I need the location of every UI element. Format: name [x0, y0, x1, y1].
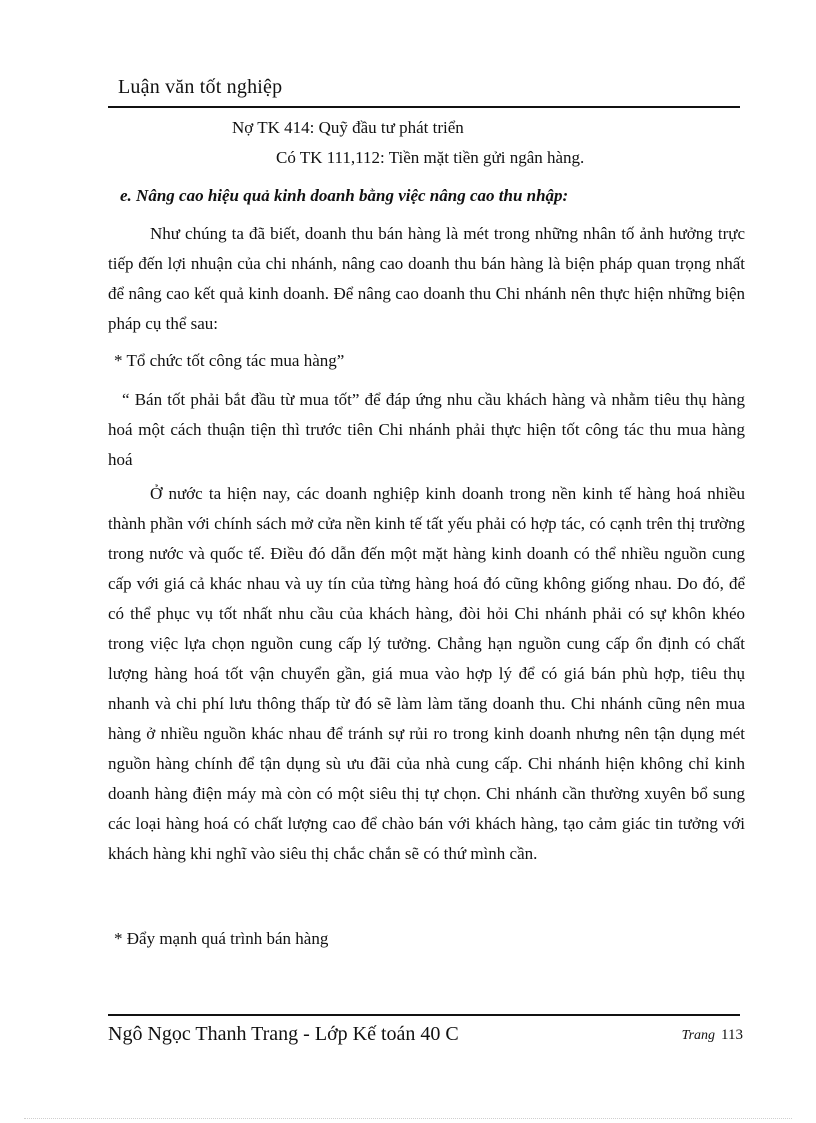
footer-author: Ngô Ngọc Thanh Trang - Lớp Kế toán 40 C: [108, 1023, 459, 1045]
page-number: [682, 1027, 743, 1044]
page-edge: [24, 1118, 792, 1119]
section-heading: e. Nâng cao hiệu quả kinh doanh bằng việc nâng cao thu nhập:: [120, 186, 569, 205]
document-header-title: Luận văn tốt nghiệp: [118, 76, 283, 98]
header-divider: [108, 106, 740, 108]
paragraph-revenue-intro: Như chúng ta đã biết, doanh thu bán hàng là mét trong những nhân tố ảnh hưởng trực tiếp đến lợi nhuận của chi nhánh, nâng cao doanh thu bán hàng là biện pháp quan trọng nhất để nâng cao kết quả kinh doanh. Để nâng cao doanh thu Chi nhánh nên thực hiện những biện pháp cụ thể sau:: [108, 224, 745, 333]
page-label: Trang: [681, 1028, 716, 1043]
journal-entry-credit: Có TK 111,112: Tiền mặt tiền gửi ngân hàng.: [276, 148, 585, 167]
paragraph-market-context: Ở nước ta hiện nay, các doanh nghiệp kinh doanh trong nền kinh tế hàng hoá nhiều thành phần với chính sách mở cửa nền kinh tế tất yếu phải có hợp tác, có cạnh trên thị trường trong nước và quốc tế. Điều đó dẫn đến một mặt hàng kinh doanh có thể nhiều nguồn cung cấp với giá cả khác nhau và uy tín của từng hàng hoá đó cũng không giống nhau. Do đó, để có thể phục vụ tốt nhất nhu cầu của khách hàng, đòi hỏi Chi nhánh phải có sự khôn khéo trong việc lựa chọn nguồn cung cấp lý tưởng. Chẳng hạn nguồn cung cấp ổn định có chất lượng hàng hoá tốt vận chuyển gần, giá mua vào hợp lý để có giá bán phù hợp, tiêu thụ nhanh và chi phí lưu thông thấp từ đó sẽ làm làm tăng doanh thu. Chi nhánh cũng nên mua hàng ở nhiều nguồn khác nhau để tránh sự rủi ro trong kinh doanh nhưng nên tận dụng mét nguồn hàng chính để tận dụng sù ưu đãi của nhà cung cấp. Chi nhánh hiện không chỉ kinh doanh hàng điện máy mà còn có một siêu thị tự chọn. Chi nhánh cần thường xuyên bổ sung các loại hàng hoá có chất lượng cao để chào bán với khách hàng, tạo cảm giác tin tưởng với khách hàng khi nghĩ vào siêu thị chắc chắn sẽ có thứ mình cần.: [108, 484, 745, 863]
bullet-sales-promotion: * Đẩy mạnh quá trình bán hàng: [114, 929, 329, 948]
page-number-value: 113: [721, 1027, 743, 1043]
bullet-purchasing: * Tổ chức tốt công tác mua hàng”: [114, 351, 345, 370]
footer-divider: [108, 1014, 740, 1016]
paragraph-buy-well: “ Bán tốt phải bắt đầu từ mua tốt” để đáp ứng nhu cầu khách hàng và nhằm tiêu thụ hàng hoá một cách thuận tiện thì trước tiên Chi nhánh phải thực hiện tốt công tác thu mua hàng hoá: [108, 390, 745, 469]
journal-entry-debit: Nợ TK 414: Quỹ đầu tư phát triển: [232, 118, 464, 137]
